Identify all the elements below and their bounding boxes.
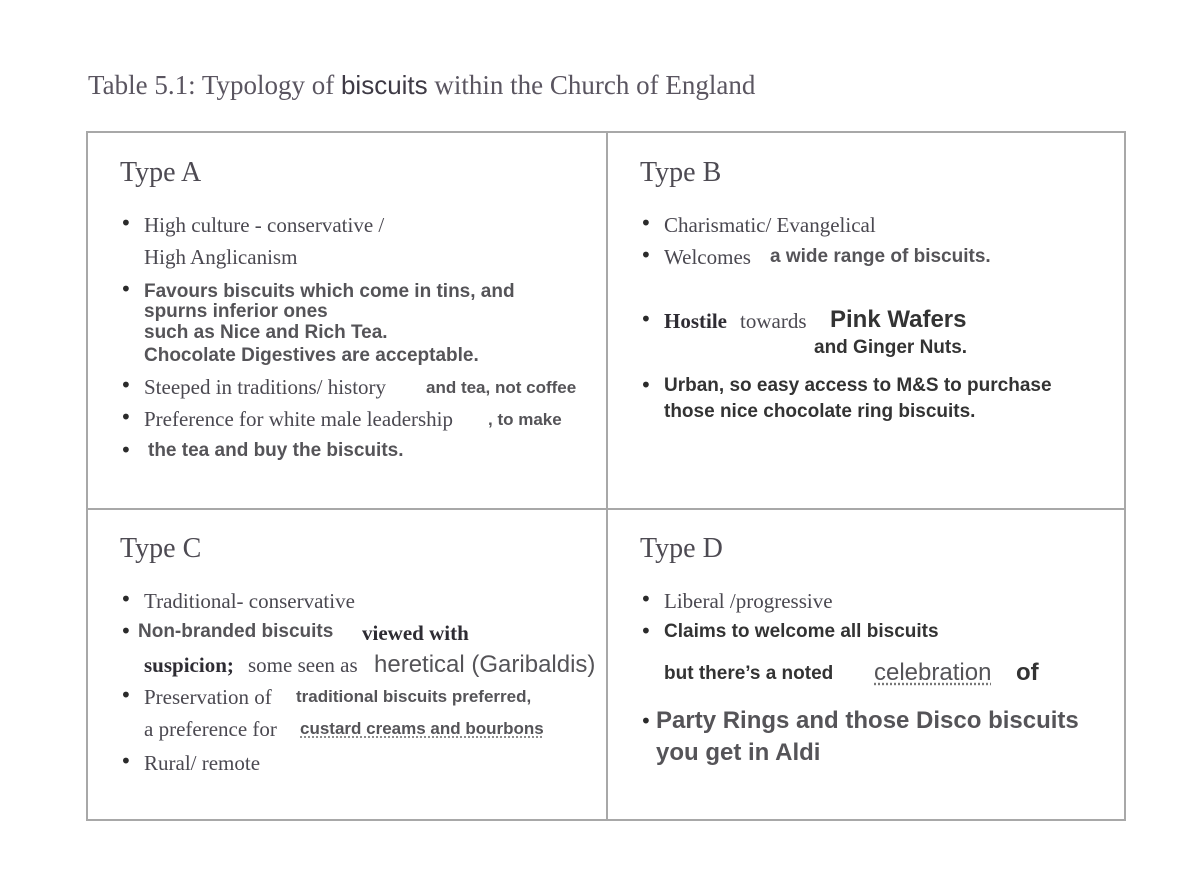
item-text: traditional biscuits preferred, bbox=[296, 687, 532, 706]
item-text: towards bbox=[740, 309, 807, 333]
item-text: heretical (Garibaldis) bbox=[374, 651, 596, 678]
cell-type-c bbox=[120, 533, 600, 813]
bullet-icon: • bbox=[120, 749, 132, 773]
bullet-icon: • bbox=[640, 211, 652, 235]
bullet-icon: • bbox=[120, 211, 132, 235]
item-text: Preference for white male leadership bbox=[144, 407, 454, 431]
bullet-icon: • bbox=[640, 373, 652, 397]
item-text: Steeped in traditions/ history bbox=[144, 375, 387, 399]
type-c-heading: Type C bbox=[120, 533, 202, 564]
item-text: a wide range of biscuits. bbox=[770, 246, 991, 267]
bullet-icon: • bbox=[120, 438, 132, 462]
caption-emphasis: biscuits bbox=[340, 70, 428, 100]
item-text: and tea, not coffee bbox=[426, 378, 577, 397]
caption-suffix: within the Church of England bbox=[434, 70, 756, 100]
bullet-icon: • bbox=[640, 619, 652, 643]
bullet-icon: • bbox=[120, 683, 132, 707]
item-text: Party Rings and those Disco biscuits bbox=[656, 707, 1079, 734]
row-divider bbox=[88, 508, 1124, 510]
cell-type-b bbox=[640, 157, 1120, 497]
cell-type-d bbox=[640, 533, 1120, 813]
item-text: Favours biscuits which come in tins, and bbox=[144, 281, 515, 302]
item-text: , to make bbox=[488, 410, 562, 429]
bullet-icon: • bbox=[120, 619, 132, 643]
item-text: Non-branded biscuits bbox=[138, 621, 334, 642]
bullet-icon: • bbox=[120, 587, 132, 611]
bullet-icon: • bbox=[120, 277, 132, 301]
item-text: High Anglicanism bbox=[144, 245, 298, 269]
item-text: Liberal /progressive bbox=[664, 589, 833, 613]
typology-table bbox=[86, 131, 1126, 821]
bullet-icon: • bbox=[640, 243, 652, 267]
bullet-icon: • bbox=[640, 587, 652, 611]
item-text: celebration bbox=[874, 659, 992, 686]
item-text: custard creams and bourbons bbox=[300, 719, 544, 738]
item-text: Charismatic/ Evangelical bbox=[664, 213, 876, 237]
item-text: High culture - conservative / bbox=[144, 213, 385, 237]
item-text: Chocolate Digestives are acceptable. bbox=[144, 345, 479, 366]
type-b-heading: Type B bbox=[640, 157, 722, 188]
type-a-heading: Type A bbox=[120, 157, 202, 188]
cell-type-a bbox=[120, 157, 600, 497]
item-text: Traditional- conservative bbox=[144, 589, 355, 613]
item-text: Rural/ remote bbox=[144, 751, 261, 775]
item-text: but there’s a noted bbox=[664, 663, 834, 684]
bullet-icon: • bbox=[120, 373, 132, 397]
item-text: those nice chocolate ring biscuits. bbox=[664, 401, 976, 422]
item-text: and Ginger Nuts. bbox=[814, 337, 968, 358]
item-text: Claims to welcome all biscuits bbox=[664, 621, 939, 642]
item-text: Pink Wafers bbox=[830, 306, 967, 333]
type-d-heading: Type D bbox=[640, 533, 723, 564]
item-text: Hostile bbox=[664, 309, 727, 333]
bullet-icon: • bbox=[640, 709, 652, 733]
item-text: of bbox=[1016, 659, 1039, 686]
table-caption bbox=[88, 70, 755, 101]
item-text: spurns inferior ones bbox=[144, 301, 328, 322]
item-text: some seen as bbox=[248, 653, 358, 677]
caption-prefix: Table 5.1: Typology of bbox=[88, 70, 335, 100]
item-text: Preservation of bbox=[144, 685, 272, 709]
item-text: the tea and buy the biscuits. bbox=[148, 440, 404, 461]
item-text: a preference for bbox=[144, 717, 277, 741]
item-text: Urban, so easy access to M&S to purchase bbox=[664, 375, 1052, 396]
bullet-icon: • bbox=[640, 307, 652, 331]
item-text: suspicion; bbox=[144, 653, 234, 677]
item-text: such as Nice and Rich Tea. bbox=[144, 322, 388, 343]
bullet-icon: • bbox=[120, 405, 132, 429]
item-text: viewed with bbox=[362, 621, 469, 645]
item-text: you get in Aldi bbox=[656, 739, 821, 766]
item-text: Welcomes bbox=[664, 245, 751, 269]
column-divider bbox=[606, 133, 608, 819]
